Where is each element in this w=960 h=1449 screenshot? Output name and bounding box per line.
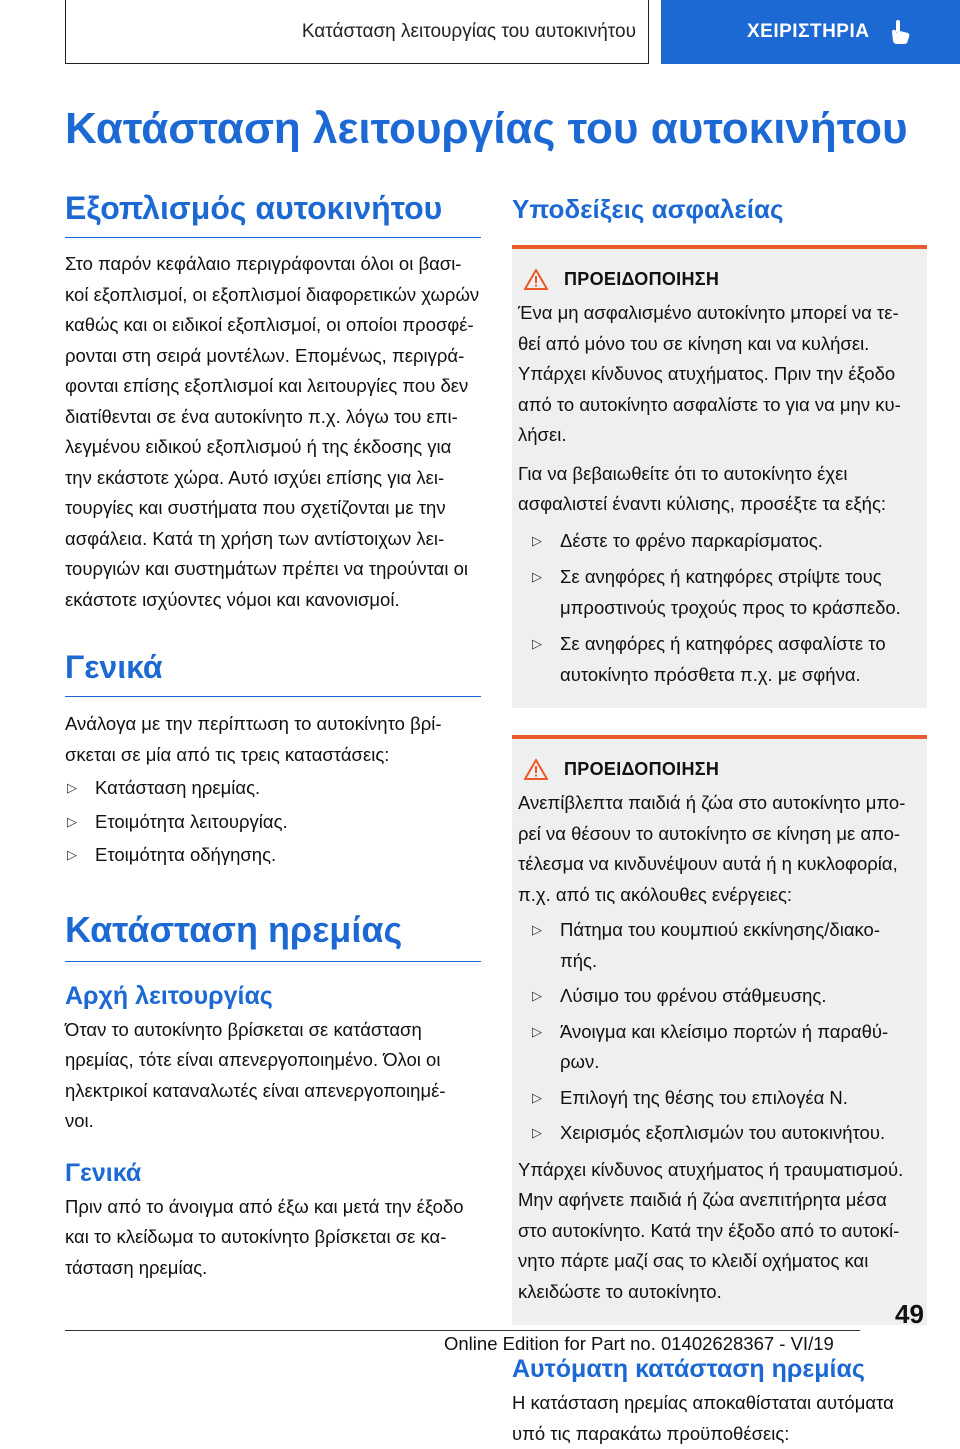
text-line: ρονται στη σειρά μοντέλων. Επομένως, περιγρά-: [65, 341, 481, 372]
warning-triangle-icon: [524, 269, 548, 290]
heading-safety: Υποδείξεις ασφαλείας: [512, 194, 927, 225]
heading-rest-state: Κατάσταση ηρεμίας: [65, 909, 481, 962]
list-item: ▷ Άνοιγμα και κλείσιμο πορτών ή παραθύ- ρων.: [518, 1017, 917, 1078]
warning-label: ΠΡΟΕΙΔΟΠΟΙΗΣΗ: [564, 759, 719, 780]
list-item: ▷ Επιλογή της θέσης του επιλογέα N.: [518, 1083, 917, 1114]
text-line: από το αυτοκίνητο ασφαλίστε το για να μην κυ-: [518, 390, 917, 421]
heading-auto-rest: Αυτόματη κατάσταση ηρεμίας: [512, 1355, 927, 1384]
text-line: φονται επίσης εξοπλισμοί και λειτουργίες που δεν: [65, 371, 481, 402]
equipment-paragraph: [65, 249, 481, 615]
warning-list: [518, 526, 917, 691]
text-line: Υπάρχει κίνδυνος ατυχήματος. Πριν την έξοδο: [518, 359, 917, 390]
triangle-bullet-icon: ▷: [67, 840, 77, 871]
heading-principle: Αρχή λειτουργίας: [65, 982, 481, 1011]
warning-label: ΠΡΟΕΙΔΟΠΟΙΗΣΗ: [564, 269, 719, 290]
list-item: ▷ Ετοιμότητα λειτουργίας.: [65, 807, 481, 838]
edition-note: Online Edition for Part no. 01402628367 - VI/19: [444, 1333, 834, 1355]
list-item: ▷ Σε ανηφόρες ή κατηφόρες στρίψτε τους μπροστινούς τροχούς προς το κράσπεδο.: [518, 562, 917, 623]
text-line: ηλεκτρικοί καταναλωτές είναι απενεργοποιημέ-: [65, 1076, 481, 1107]
list-item: ▷ Κατάσταση ηρεμίας.: [65, 773, 481, 804]
text-line: τουργίες και συστήματα που σχετίζονται με την: [65, 493, 481, 524]
text-line: λήσει.: [518, 420, 917, 451]
text-line: υπό τις παρακάτω προϋποθέσεις:: [512, 1419, 927, 1449]
text-line: νητο πάρτε μαζί σας το κλειδί οχήματος και: [518, 1246, 917, 1277]
pointing-hand-icon: [889, 19, 911, 45]
left-column: [65, 190, 481, 1283]
text-line: ασφαλιστεί έναντι κύλισης, προσέξτε τα εξής:: [518, 489, 917, 520]
text-line: Υπάρχει κίνδυνος ατυχήματος ή τραυματισμού.: [518, 1155, 917, 1186]
text-line: Όταν το αυτοκίνητο βρίσκεται σε κατάσταση: [65, 1015, 481, 1046]
text-line: Για να βεβαιωθείτε ότι το αυτοκίνητο έχει: [518, 459, 917, 490]
triangle-bullet-icon: ▷: [67, 807, 77, 838]
heading-equipment: Εξοπλισμός αυτοκινήτου: [65, 190, 481, 238]
triangle-bullet-icon: ▷: [67, 773, 77, 804]
text-line: κλειδώστε το αυτοκίνητο.: [518, 1277, 917, 1308]
list-item: ▷ Πάτημα του κουμπιού εκκίνησης/διακο- πής.: [518, 915, 917, 976]
general-paragraph: [65, 709, 481, 770]
text-line: καθώς και οι ειδικοί εξοπλισμοί, οι οποίοι προσφέ-: [65, 310, 481, 341]
triangle-bullet-icon: ▷: [532, 562, 542, 593]
warning-box: [512, 245, 927, 708]
text-line: νοι.: [65, 1106, 481, 1137]
text-line: ασφάλεια. Κατά τη χρήση των αντίστοιχων λει-: [65, 524, 481, 555]
warning-header: [524, 269, 917, 290]
footer-divider: [65, 1330, 860, 1331]
section-tab: [661, 0, 960, 64]
list-item: ▷ Δέστε το φρένο παρκαρίσματος.: [518, 526, 917, 557]
text-line: την εκάστοτε χώρα. Αυτό ισχύει επίσης για λει-: [65, 463, 481, 494]
heading-general-rest: Γενικά: [65, 1159, 481, 1188]
text-line: τουργιών και συστημάτων πρέπει να τηρούνται οι: [65, 554, 481, 585]
text-line: ρεί να θέσουν το αυτοκίνητο σε κίνηση με απο-: [518, 819, 917, 850]
warning-triangle-icon: [524, 759, 548, 780]
triangle-bullet-icon: ▷: [532, 1083, 542, 1114]
principle-paragraph: [65, 1015, 481, 1137]
text-line: τάσταση ηρεμίας.: [65, 1253, 481, 1284]
text-line: π.χ. από τις ακόλουθες ενέργειες:: [518, 880, 917, 911]
text-line: Πριν από το άνοιγμα από έξω και μετά την έξοδο: [65, 1192, 481, 1223]
heading-general: Γενικά: [65, 649, 481, 697]
page-number: 49: [895, 1299, 924, 1330]
text-line: εκάστοτε ισχύοντες νόμοι και κανονισμοί.: [65, 585, 481, 616]
states-list: [65, 773, 481, 871]
text-line: Στο παρόν κεφάλαιο περιγράφονται όλοι οι βασι-: [65, 249, 481, 280]
warning-box: [512, 735, 927, 1325]
text-line: Ανάλογα με την περίπτωση το αυτοκίνητο βρί-: [65, 709, 481, 740]
section-tab-label: ΧΕΙΡΙΣΤΗΡΙΑ: [747, 21, 869, 43]
page-title: Κατάσταση λειτουργίας του αυτοκινήτου: [65, 104, 908, 154]
text-line: στο αυτοκίνητο. Κατά την έξοδο από το αυτοκί-: [518, 1216, 917, 1247]
text-line: λεγμένου ειδικού εξοπλισμού ή της έκδοσης για: [65, 432, 481, 463]
text-line: θεί από μόνο του σε κίνηση και να κυλήσει.: [518, 329, 917, 360]
text-line: Η κατάσταση ηρεμίας αποκαθίσταται αυτόματα: [512, 1388, 927, 1419]
text-line: Μην αφήνετε παιδιά ή ζώα ανεπιτήρητα μέσα: [518, 1185, 917, 1216]
running-title: Κατάσταση λειτουργίας του αυτοκινήτου: [302, 21, 636, 43]
text-line: κοί εξοπλισμοί, οι εξοπλισμοί διαφορετικών χωρών: [65, 280, 481, 311]
general-rest-paragraph: [65, 1192, 481, 1284]
text-line: τέλεσμα να κινδυνέψουν αυτά ή η κυκλοφορία,: [518, 849, 917, 880]
text-line: σκεται σε μία από τις τρεις καταστάσεις:: [65, 740, 481, 771]
text-line: Ένα μη ασφαλισμένο αυτοκίνητο μπορεί να τε-: [518, 298, 917, 329]
triangle-bullet-icon: ▷: [532, 1017, 542, 1048]
auto-rest-paragraph: [512, 1388, 927, 1449]
text-line: διατίθενται σε ένα αυτοκίνητο π.χ. λόγω του επι-: [65, 402, 481, 433]
triangle-bullet-icon: ▷: [532, 981, 542, 1012]
right-column: [512, 190, 927, 1449]
text-line: και το κλείδωμα το αυτοκίνητο βρίσκεται σε κα-: [65, 1222, 481, 1253]
triangle-bullet-icon: ▷: [532, 1118, 542, 1149]
warning-list: [518, 915, 917, 1149]
text-line: Ανεπίβλεπτα παιδιά ή ζώα στο αυτοκίνητο μπο-: [518, 788, 917, 819]
list-item: ▷ Λύσιμο του φρένου στάθμευσης.: [518, 981, 917, 1012]
list-item: ▷ Σε ανηφόρες ή κατηφόρες ασφαλίστε το αυτοκίνητο πρόσθετα π.χ. με σφήνα.: [518, 629, 917, 690]
list-item: ▷ Ετοιμότητα οδήγησης.: [65, 840, 481, 871]
text-line: ηρεμίας, τότε είναι απενεργοποιημένο. Όλοι οι: [65, 1045, 481, 1076]
triangle-bullet-icon: ▷: [532, 629, 542, 660]
list-item: ▷ Χειρισμός εξοπλισμών του αυτοκινήτου.: [518, 1118, 917, 1149]
triangle-bullet-icon: ▷: [532, 915, 542, 946]
warning-header: [524, 759, 917, 780]
triangle-bullet-icon: ▷: [532, 526, 542, 557]
running-header: [65, 0, 649, 64]
